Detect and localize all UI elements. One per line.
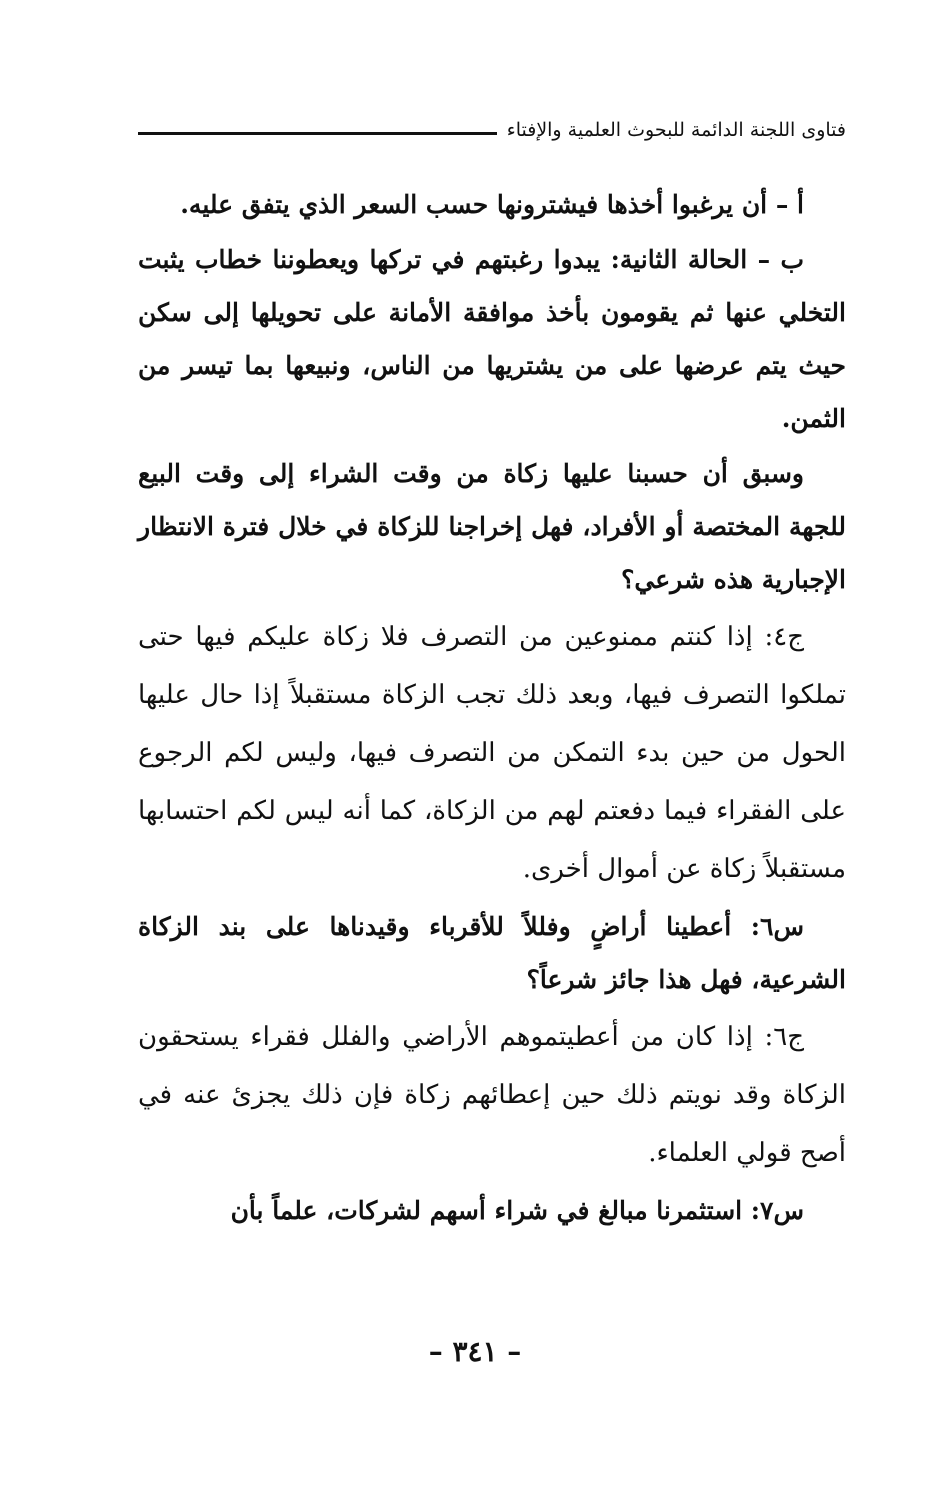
header-title: فتاوى اللجنة الدائمة للبحوث العلمية والإفتاء	[506, 119, 846, 141]
header-rule	[138, 132, 497, 135]
paragraph-question-6: س٦: أعطينا أراضٍ وفللاً للأقرباء وقيدناها على بند الزكاة الشرعية، فهل هذا جائز شرعاً؟	[138, 912, 846, 994]
paragraph-question-4: وسبق أن حسبنا عليها زكاة من وقت الشراء إلى وقت البيع للجهة المختصة أو الأفراد، فهل إخراجنا للزكاة في خلال فترة الانتظار الإجبارية هذه شرعي؟	[138, 459, 846, 594]
paragraph-case-two: ب – الحالة الثانية: يبدوا رغبتهم في تركها ويعطوننا خطاب يثبت التخلي عنها ثم يقومون بأخذ موافقة الأمانة على تحويلها إلى سكن حيث يتم عرضها على من يشتريها من الناس، ونبيعها بما تيسر من الثمن.	[138, 245, 846, 433]
running-header	[138, 112, 846, 148]
paragraph-answer-6: ج٦: إذا كان من أعطيتموهم الأراضي والفلل فقراء يستحقون الزكاة وقد نويتم ذلك حين إعطائهم زكاة فإن ذلك يجزئ عنه في أصح قولي العلماء.	[138, 1022, 846, 1168]
page-body	[138, 178, 846, 1237]
paragraph-option-a: أ – أن يرغبوا أخذها فيشترونها حسب السعر الذي يتفق عليه.	[180, 190, 804, 219]
page-number: – ٣٤١ –	[428, 1335, 522, 1368]
paragraph-answer-4: ج٤: إذا كنتم ممنوعين من التصرف فلا زكاة عليكم فيها حتى تملكوا التصرف فيها، وبعد ذلك تجب الزكاة مستقبلاً إذا حال عليها الحول من حين بدء التمكن من التصرف فيها، وليس لكم الرجوع على الفقراء فيما دفعتم لهم من الزكاة، كما أنه ليس لكم احتسابها مستقبلاً زكاة عن أموال أخرى.	[138, 622, 846, 884]
paragraph-question-7: س٧: استثمرنا مبالغ في شراء أسهم لشركات، علماً بأن	[230, 1196, 804, 1225]
